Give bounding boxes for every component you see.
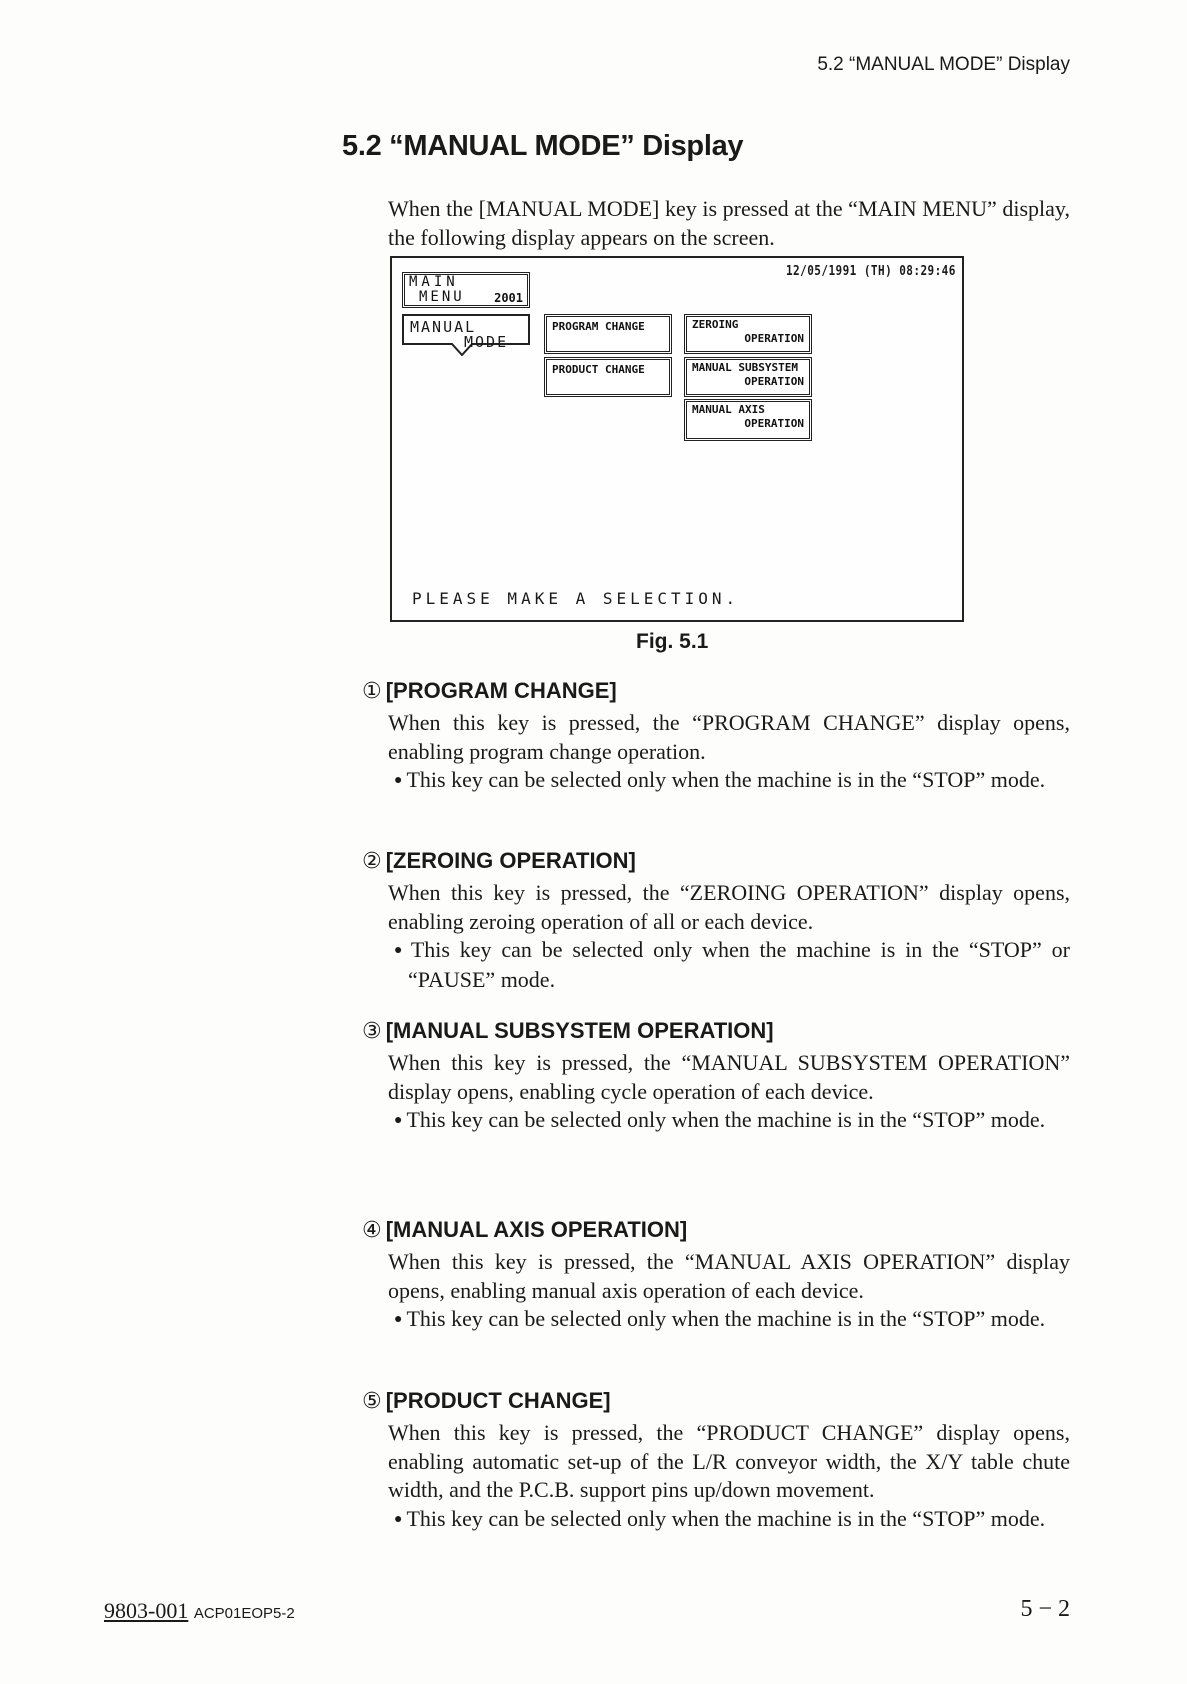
bullet-icon: ●	[394, 1511, 403, 1527]
item-zeroing-operation	[362, 846, 1070, 994]
manual-axis-operation-button[interactable]	[684, 399, 812, 441]
item-product-change	[362, 1386, 1070, 1534]
main-menu-number: 2001	[494, 291, 523, 305]
item-number: ①	[362, 679, 382, 704]
item-body: When this key is pressed, the “MANUAL AXIS OPERATION” display opens, enabling manual axis operation of each device.	[388, 1249, 1070, 1303]
item-note	[388, 1305, 1070, 1335]
item-note-text: This key can be selected only when the machine is in the “STOP” mode.	[406, 767, 1046, 792]
item-note	[388, 1106, 1070, 1136]
item-note-text: This key can be selected only when the machine is in the “STOP” mode.	[406, 1505, 1046, 1531]
item-title: [ZEROING OPERATION]	[385, 848, 636, 873]
item-heading	[362, 846, 1070, 877]
item-note	[388, 766, 1070, 796]
item-program-change	[362, 676, 1070, 796]
product-change-label: PRODUCT CHANGE	[552, 363, 645, 376]
item-title: [PROGRAM CHANGE]	[385, 678, 617, 703]
item-title: [MANUAL SUBSYSTEM OPERATION]	[385, 1018, 774, 1043]
intro-paragraph: When the [MANUAL MODE] key is pressed at the “MAIN MENU” display, the following display appears on the screen.	[388, 196, 1070, 250]
item-heading	[362, 676, 1070, 707]
item-number: ③	[362, 1019, 382, 1044]
figure-caption: Fig. 5.1	[636, 630, 709, 653]
item-title: [MANUAL AXIS OPERATION]	[385, 1217, 688, 1242]
item-note	[388, 936, 1070, 994]
bullet-icon: ●	[394, 1312, 403, 1327]
doc-code: 9803-001	[104, 1598, 189, 1623]
manual-axis-label-2: OPERATION	[744, 417, 804, 430]
zeroing-operation-button[interactable]	[684, 314, 812, 354]
item-body: When this key is pressed, the “PROGRAM CHANGE” display opens, enabling program change operation.	[388, 710, 1070, 764]
zeroing-label: ZEROING	[692, 318, 739, 331]
bullet-icon: ●	[394, 1113, 403, 1128]
zeroing-label-2: OPERATION	[744, 332, 804, 345]
running-head: 5.2 “MANUAL MODE” Display	[817, 54, 1070, 75]
item-manual-axis-operation	[362, 1215, 1070, 1335]
item-manual-subsystem-operation	[362, 1016, 1070, 1136]
item-body: When this key is pressed, the “ZEROING OPERATION” display opens, enabling zeroing operation of all or each device.	[388, 880, 1070, 934]
bullet-icon: ●	[394, 773, 403, 788]
item-note-text: This key can be selected only when the machine is in the “STOP” mode.	[406, 1107, 1046, 1132]
product-change-button[interactable]	[544, 357, 672, 397]
item-note-text: This key can be selected only when the machine is in the “STOP” mode.	[406, 1306, 1046, 1331]
program-change-button[interactable]	[544, 314, 672, 354]
item-note-text: This key can be selected only when the machine is in the “STOP” or “PAUSE” mode.	[408, 937, 1070, 992]
manual-mode-tab	[402, 314, 530, 356]
manual-subsystem-operation-button[interactable]	[684, 357, 812, 397]
item-title: [PRODUCT CHANGE]	[385, 1388, 611, 1413]
item-note	[388, 1505, 1070, 1535]
manual-subsystem-label-2: OPERATION	[744, 375, 804, 388]
manual-subsystem-label: MANUAL SUBSYSTEM	[692, 361, 798, 374]
doc-ref: ACP01EOP5-2	[193, 1605, 295, 1622]
manual-mode-screen	[390, 256, 964, 622]
item-heading	[362, 1215, 1070, 1246]
selection-prompt: PLEASE MAKE A SELECTION.	[412, 589, 740, 608]
page-number: 5 − 2	[1020, 1596, 1070, 1622]
footer-doc-code	[104, 1598, 295, 1624]
main-menu-label: MAIN	[409, 274, 459, 290]
item-number: ⑤	[362, 1389, 382, 1414]
screen-datetime: 12/05/1991 (TH) 08:29:46	[786, 264, 956, 279]
item-number: ④	[362, 1218, 382, 1243]
section-title: 5.2 “MANUAL MODE” Display	[342, 130, 744, 162]
item-number: ②	[362, 849, 382, 874]
manual-mode-label: MANUAL	[410, 318, 477, 336]
main-menu-button[interactable]	[402, 272, 530, 308]
program-change-label: PROGRAM CHANGE	[552, 320, 645, 333]
manual-axis-label: MANUAL AXIS	[692, 403, 765, 416]
manual-mode-label-2: MODE	[464, 333, 509, 351]
item-body: When this key is pressed, the “PRODUCT CHANGE” display opens, enabling automatic set-up of the L/R conveyor width, the X/Y table chute width, and the P.C.B. support pins up/down movement.	[388, 1420, 1070, 1502]
item-heading	[362, 1386, 1070, 1417]
bullet-icon: ●	[394, 943, 407, 958]
main-menu-label-2: MENU	[419, 289, 465, 305]
item-body: When this key is pressed, the “MANUAL SUBSYSTEM OPERATION” display opens, enabling cycle operation of each device.	[388, 1050, 1070, 1104]
item-heading	[362, 1016, 1070, 1047]
